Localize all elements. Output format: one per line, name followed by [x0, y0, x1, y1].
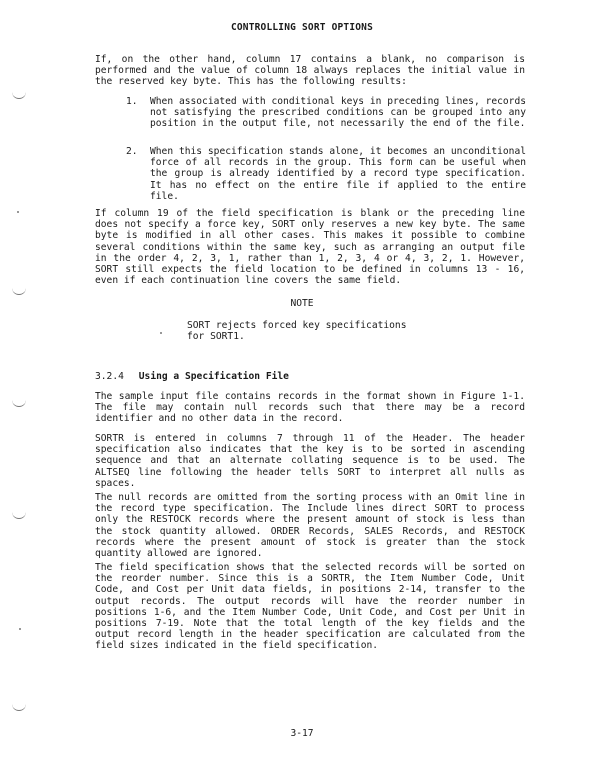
list-text: When this specification stands alone, it becomes an unconditional force of all records in the group. This form can be useful when the group is already identified by a record type specification. It has no effect on the entire file if applied to the entire file.: [150, 146, 526, 202]
note-line: for SORT1.: [187, 331, 245, 343]
list-item: [126, 96, 526, 141]
binder-mark: [12, 288, 26, 295]
binder-mark: [12, 92, 26, 99]
binder-mark: [12, 512, 26, 519]
list-number: 1.: [126, 96, 138, 107]
list-item: [126, 146, 526, 202]
sample-paragraph: The sample input file contains records in the format shown in Figure 1-1. The file may contain null records such that there may be a record identifier and no other data in the record.: [95, 391, 525, 425]
note-title: NOTE: [290, 298, 314, 309]
section-number: 3.2.4: [95, 371, 124, 382]
note-line: SORT rejects forced key specifications: [187, 320, 407, 331]
scan-speck: [19, 628, 21, 630]
list-number: 2.: [126, 146, 138, 157]
binder-mark: [12, 704, 26, 711]
page-header: CONTROLLING SORT OPTIONS: [230, 22, 374, 33]
section-title: Using a Specification File: [138, 371, 289, 382]
null-records-paragraph: The null records are omitted from the sorting process with an Omit line in the record type specification. The Include lines direct SORT to process only the RESTOCK records where the present amount of stock is less than the stock quantity allowed. ORDER Records, SALES Records, and RESTOCK records where the present amount of stock is greater than the stock quantity allowed are ignored.: [95, 492, 525, 560]
scan-speck: [160, 332, 162, 334]
page-number: 3-17: [290, 728, 314, 739]
binder-mark: [12, 400, 26, 407]
section-heading: [95, 371, 289, 382]
list-text: When associated with conditional keys in preceding lines, records not satisfying the prescribed conditions can be grouped into any position in the output file, not necessarily the end of the file.: [150, 96, 526, 130]
column19-paragraph: If column 19 of the field specification is blank or the preceding line does not specify a force key, SORT only reserves a new key byte. The same byte is modified in all other cases. This makes it possible to combine several conditions within the same key, such as arranging an output file in the order 4, 2, 3, 1, rather than 1, 2, 3, 4 or 4, 3, 2, 1. However, SORT still expects the field location to be defined in columns 13 - 16, even if each continuation line covers the same field.: [95, 208, 525, 287]
sortr-paragraph: SORTR is entered in columns 7 through 11 of the Header. The header specification also indicates that the key is to be sorted in ascending sequence and that an alternate collating sequence is to be used. The ALTSEQ line following the header tells SORT to interpret all nulls as spaces.: [95, 433, 525, 489]
scan-speck: [17, 211, 19, 213]
note-body: [187, 320, 487, 342]
field-spec-paragraph: The field specification shows that the selected records will be sorted on the reorder number. Since this is a SORTR, the Item Number Code, Unit Code, and Cost per Unit data fields, in positions 2-14, transfer to the output records. The output records will have the reorder number in positions 1-6, and the Item Number Code, Unit Code, and Cost per Unit in positions 7-19. Note that the total length of the key fields and the output record length in the header specification are calculated from the field sizes indicated in the field specification.: [95, 562, 525, 652]
intro-paragraph: If, on the other hand, column 17 contains a blank, no comparison is performed and the value of column 18 always replaces the initial value in the reserved key byte. This has the following results:: [95, 54, 525, 88]
